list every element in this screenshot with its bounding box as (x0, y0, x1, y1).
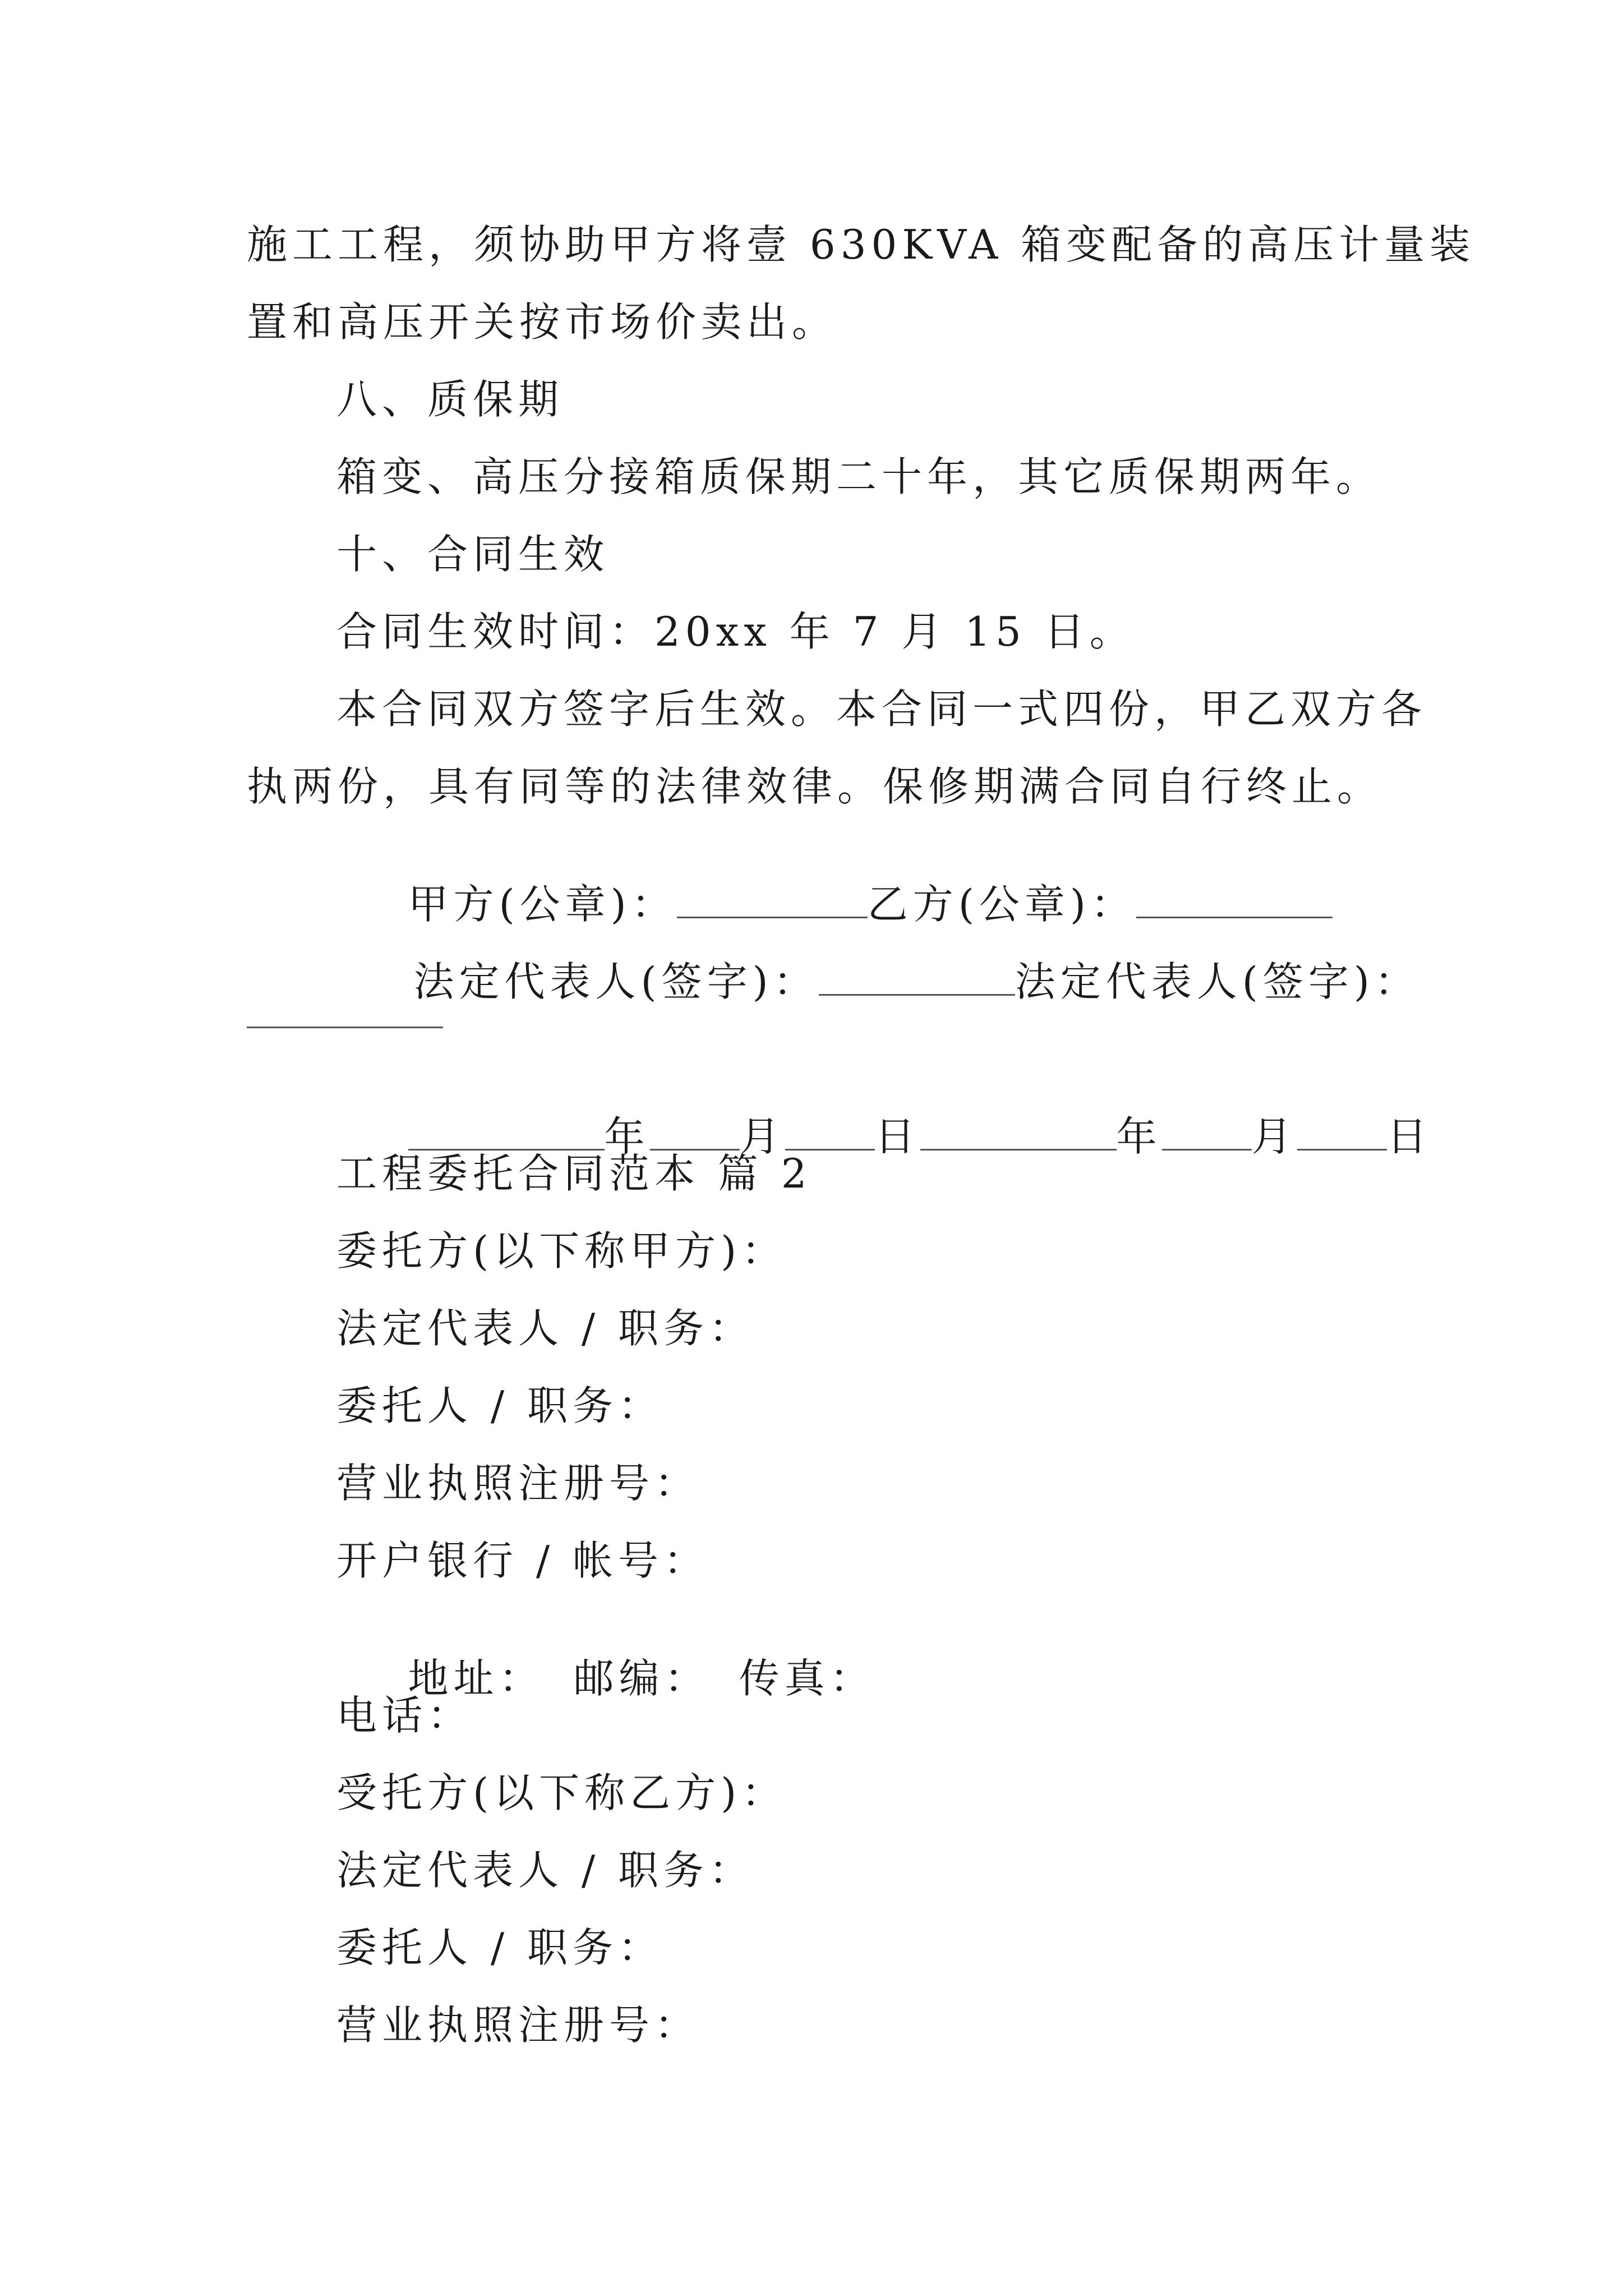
paragraph-line: 施工工程，须协助甲方将壹 630KVA 箱变配备的高压计量装 (247, 221, 1476, 268)
client-field: 委托方(以下称甲方)： (336, 1227, 787, 1274)
signature-blank (247, 1027, 443, 1028)
year-label: 年 (604, 1113, 650, 1160)
client-field: 营业执照注册号： (336, 1460, 700, 1507)
client-field: 委托人 / 职务： (336, 1382, 664, 1429)
contractor-field: 受托方(以下称乙方)： (336, 1769, 787, 1816)
month-blank (1162, 1145, 1252, 1151)
client-field: 开户银行 / 帐号： (336, 1537, 709, 1584)
paragraph-line: 合同生效时间：20xx 年 7 月 15 日。 (336, 608, 1135, 655)
section-heading: 十、合同生效 (336, 531, 610, 578)
paragraph-line: 本合同双方签字后生效。本合同一式四份，甲乙双方各 (336, 685, 1427, 733)
party-b-seal-label: 乙方(公章)： (867, 881, 1136, 928)
day-label: 日 (1386, 1113, 1432, 1160)
paragraph-line: 置和高压开关按市场价卖出。 (247, 298, 838, 346)
party-b-legal-rep-label: 法定代表人(签字)： (1015, 958, 1420, 1005)
legal-rep-line (342, 921, 1420, 1042)
party-a-legal-rep-label: 法定代表人(签字)： (413, 958, 819, 1005)
day-label: 日 (874, 1113, 920, 1160)
paragraph-line: 箱变、高压分接箱质保期二十年，其它质保期两年。 (336, 453, 1382, 500)
year-label: 年 (1116, 1113, 1162, 1160)
day-blank (1297, 1145, 1387, 1151)
signature-blank (1136, 913, 1332, 918)
client-field: 电话： (336, 1692, 473, 1739)
client-field: 地址： (408, 1655, 545, 1702)
party-a-seal-label: 甲方(公章)： (408, 881, 677, 928)
client-field: 传真： (739, 1655, 875, 1702)
section-heading: 八、质保期 (336, 376, 564, 423)
signature-blank (677, 913, 868, 918)
client-field: 法定代表人 / 职务： (336, 1305, 755, 1352)
year-blank (920, 1145, 1117, 1151)
contractor-field: 法定代表人 / 职务： (336, 1847, 755, 1894)
month-label: 月 (1251, 1113, 1297, 1160)
paragraph-line: 执两份，具有同等的法律效律。保修期满合同自行终止。 (247, 763, 1383, 810)
contractor-field: 委托人 / 职务： (336, 1924, 664, 1971)
section-title: 工程委托合同范本 篇 2 (336, 1150, 812, 1197)
signature-blank (819, 991, 1015, 996)
client-field: 邮编： (573, 1655, 710, 1702)
contractor-field: 营业执照注册号： (336, 2001, 700, 2049)
month-label: 月 (739, 1113, 785, 1160)
